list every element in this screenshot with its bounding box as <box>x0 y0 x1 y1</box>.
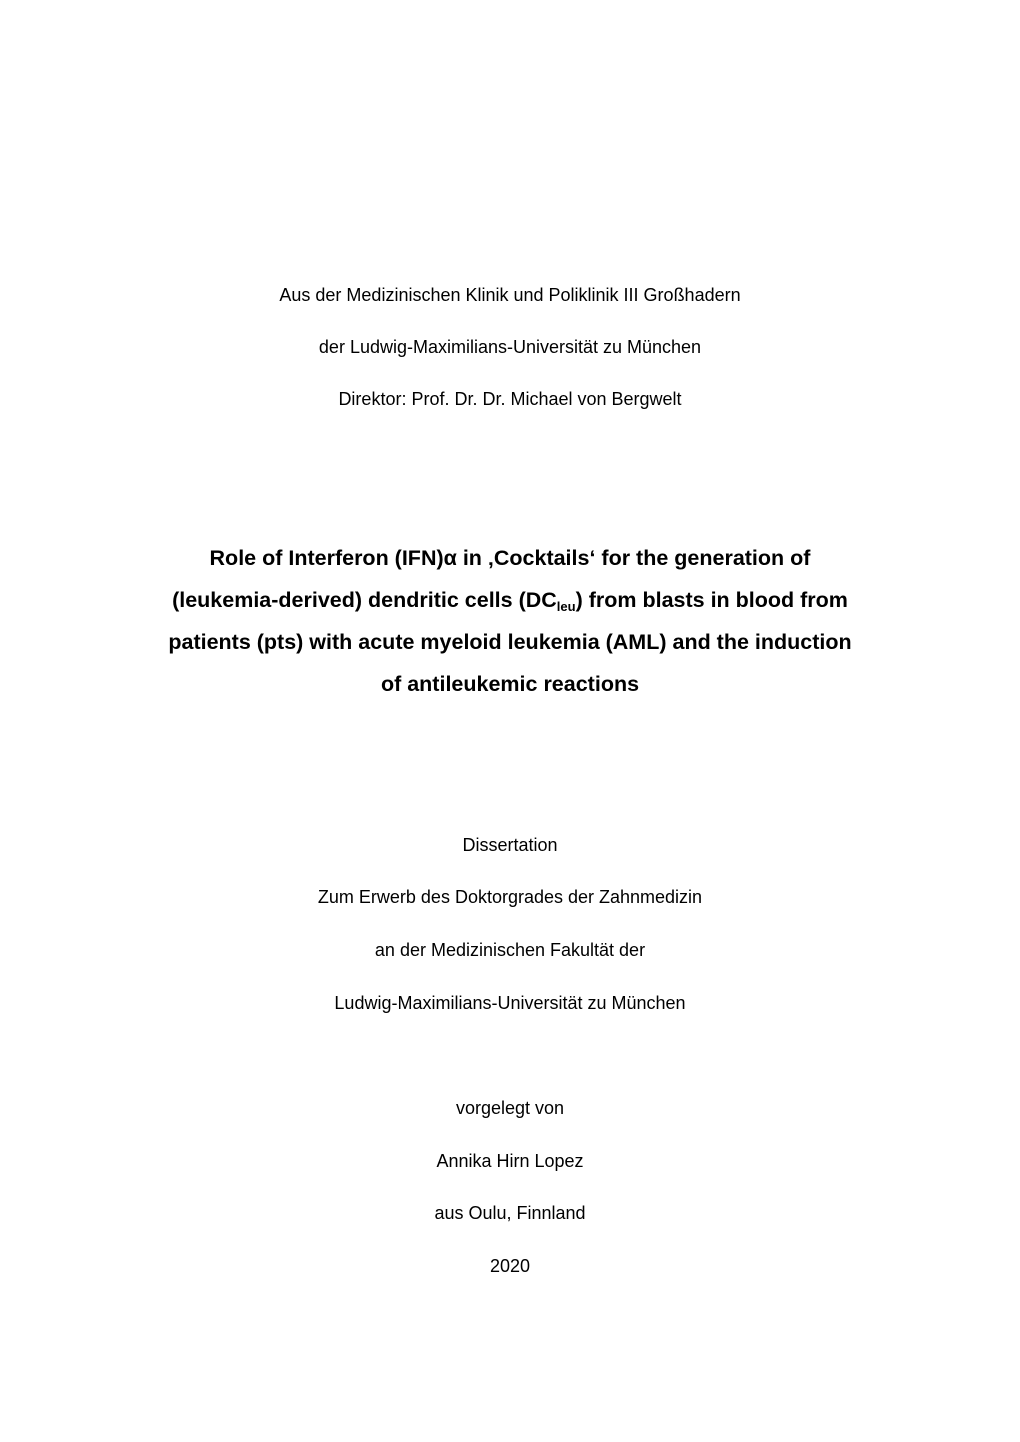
title-line-3: patients (pts) with acute myeloid leukemia (AML) and the induction <box>168 630 852 654</box>
director-line: Direktor: Prof. Dr. Dr. Michael von Bergwelt <box>338 389 682 409</box>
dissertation-purpose: Zum Erwerb des Doktorgrades der Zahnmedizin <box>317 887 703 907</box>
author-name: Annika Hirn Lopez <box>436 1151 584 1171</box>
title-line-2-start: (leukemia-derived) dendritic cells (DC <box>172 588 557 612</box>
year: 2020 <box>489 1256 531 1276</box>
dissertation-faculty: an der Medizinischen Fakultät der <box>374 940 646 960</box>
institution-line-2: der Ludwig-Maximilians-Universität zu München <box>318 337 702 357</box>
title-subscript: leu <box>556 599 576 614</box>
title-line-1: Role of Interferon (IFN)α in ‚Cocktails‘ for the generation of <box>209 546 811 570</box>
submitted-by: vorgelegt von <box>455 1098 565 1118</box>
title-line-2-end: ) from blasts in blood from <box>575 588 848 612</box>
dissertation-label: Dissertation <box>462 835 558 855</box>
institution-line-1: Aus der Medizinischen Klinik und Poliklinik III Großhadern <box>279 285 741 305</box>
title-line-2 <box>0 588 1020 612</box>
title-line-4: of antileukemic reactions <box>380 672 640 696</box>
author-origin: aus Oulu, Finnland <box>434 1203 586 1223</box>
dissertation-university: Ludwig-Maximilians-Universität zu München <box>334 993 686 1013</box>
